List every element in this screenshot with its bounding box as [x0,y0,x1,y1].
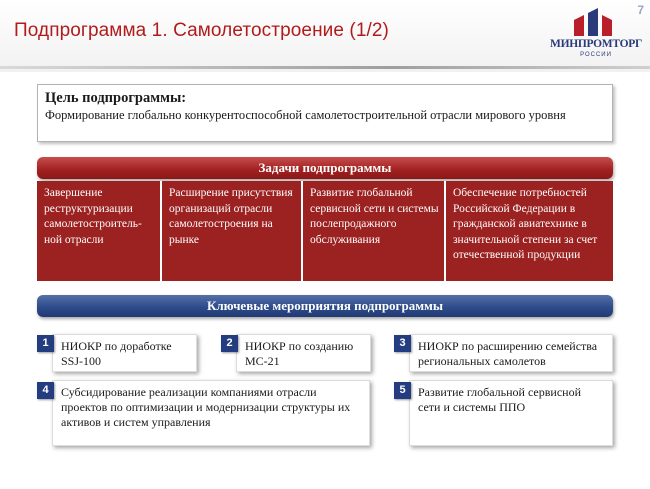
activity-text: Развитие глобальной сервисной сети и системы ППО [418,385,582,414]
goal-heading: Цель подпрограммы: [45,90,187,106]
activity-card [236,334,371,372]
activity-text: НИОКР по созданию МС-21 [245,339,354,368]
activity-text: НИОКР по расширению семейства региональных самолетов [418,339,598,368]
activity-card [409,380,613,446]
goal-text: Формирование глобально конкурентоспособной самолетостроительной отрасли мирового уровня [45,108,566,122]
slide-header [0,0,650,72]
activity-number-badge: 2 [221,335,238,352]
tasks-table [37,181,613,281]
slide-title: Подпрограмма 1. Самолетостроение (1/2) [14,20,389,41]
activity-card [409,334,613,372]
activity-number-badge: 5 [394,382,411,399]
task-cell: Развитие глобальной сервисной сети и системы послепродажного обслуживания [303,181,446,281]
goal-box [37,84,613,142]
page-number: 7 [637,3,644,17]
task-cell: Обеспечение потребностей Российской Федерации в гражданской авиатехнике в значительной степени за счет отечественной продукции [453,187,598,262]
activity-card [52,380,370,446]
task-cell: Расширение присутствия организаций отрасли самолетостроения на рынке [162,181,303,281]
task-cell: Завершение реструктуризации самолетостроитель-ной отрасли [37,181,162,281]
ministry-logo-icon [572,6,620,36]
activities-title-bar: Ключевые мероприятия подпрограммы [37,295,613,317]
activity-text: НИОКР по доработке SSJ-100 [61,339,172,368]
activity-number-badge: 3 [394,335,411,352]
activity-card [52,334,197,372]
ministry-logo [548,6,644,62]
activity-number-badge: 1 [37,335,54,352]
activity-text: Субсидирование реализации компаниями отрасли проектов по оптимизации и модернизации структуры их активов и систем управления [61,385,351,429]
header-divider [0,66,650,69]
tasks-title-bar: Задачи подпрограммы [37,157,613,179]
logo-name: МИНПРОМТОРГ [550,38,642,50]
activity-number-badge: 4 [37,382,54,399]
logo-subtitle: РОССИИ [580,52,612,58]
